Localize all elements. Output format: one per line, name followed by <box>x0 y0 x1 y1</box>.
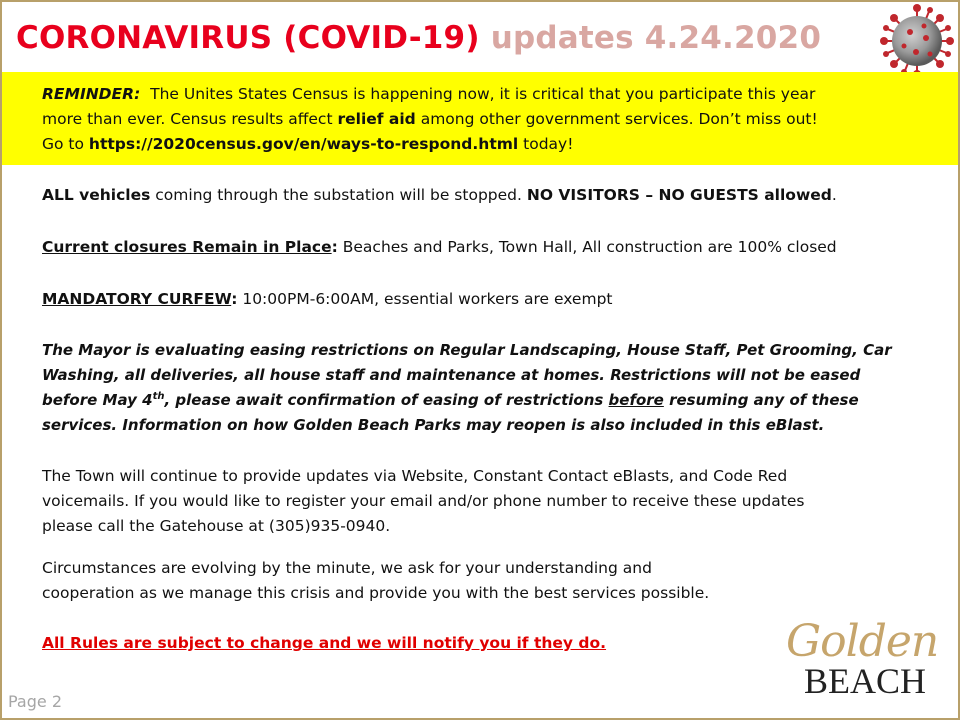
logo-beach-text: BEACH <box>804 661 927 701</box>
circumstances-line: cooperation as we manage this crisis and provide you with the best services possible. <box>42 584 710 602</box>
closures-colon: : <box>331 238 338 256</box>
logo-golden-text: Golden <box>786 616 939 667</box>
mayor-paragraph <box>42 338 942 438</box>
golden-beach-logo <box>782 618 942 702</box>
no-visitors-text: NO VISITORS – NO GUESTS allowed <box>526 186 832 204</box>
updates-paragraph <box>42 464 942 539</box>
reminder-line: today! <box>518 135 574 153</box>
curfew-label: MANDATORY CURFEW <box>42 290 232 308</box>
curfew-paragraph <box>42 287 942 312</box>
circumstances-line: Circumstances are evolving by the minute, we ask for your understanding and <box>42 559 652 577</box>
vehicles-end: . <box>831 186 837 204</box>
page-title <box>16 20 821 56</box>
vehicles-paragraph <box>42 183 942 208</box>
virus-icon <box>880 4 954 78</box>
curfew-text: 10:00PM-6:00AM, essential workers are exempt <box>237 290 613 308</box>
page-number: Page 2 <box>8 692 62 711</box>
vehicles-bold: ALL vehicles <box>42 186 151 204</box>
mayor-line: before May 4 <box>42 391 153 409</box>
closures-paragraph <box>42 235 942 260</box>
circumstances-paragraph <box>42 556 942 606</box>
curfew-colon: : <box>231 290 238 308</box>
mayor-line: Washing, all deliveries, all house staff and maintenance at homes. Restrictions will not be eased <box>42 366 861 384</box>
updates-line: The Town will continue to provide updates via Website, Constant Contact eBlasts, and Code Red <box>42 467 788 485</box>
census-link[interactable]: https://2020census.gov/en/ways-to-respond.html <box>88 135 519 153</box>
mayor-line: services. Information on how Golden Beach Parks may reopen is also included in this eBlast. <box>42 416 825 434</box>
mayor-before-underlined: before <box>608 391 664 409</box>
updates-line: voicemails. If you would like to register your email and/or phone number to receive these updates <box>42 492 805 510</box>
reminder-line: The Unites States Census is happening now, it is critical that you participate this year <box>150 85 816 103</box>
mayor-superscript: th <box>152 391 165 402</box>
relief-aid-text: relief aid <box>337 110 416 128</box>
mayor-line: , please await confirmation of easing of restrictions <box>164 391 609 409</box>
title-update: updates 4.24.2020 <box>490 20 822 56</box>
mayor-line: resuming any of these <box>663 391 859 409</box>
reminder-line: Go to <box>42 135 89 153</box>
rules-notice: All Rules are subject to change and we will notify you if they do. <box>42 634 607 652</box>
reminder-line: among other government services. Don’t miss out! <box>415 110 818 128</box>
vehicles-text: coming through the substation will be stopped. <box>150 186 527 204</box>
closures-text: Beaches and Parks, Town Hall, All construction are 100% closed <box>337 238 837 256</box>
reminder-label: REMINDER: <box>42 85 141 103</box>
reminder-text <box>42 82 942 157</box>
closures-label: Current closures Remain in Place <box>42 238 332 256</box>
reminder-line: more than ever. Census results affect <box>42 110 338 128</box>
title-main: CORONAVIRUS (COVID-19) <box>16 20 480 56</box>
updates-line: please call the Gatehouse at (305)935-0940. <box>42 517 391 535</box>
mayor-line: The Mayor is evaluating easing restrictions on Regular Landscaping, House Staff, Pet Grooming, Car <box>42 341 892 359</box>
